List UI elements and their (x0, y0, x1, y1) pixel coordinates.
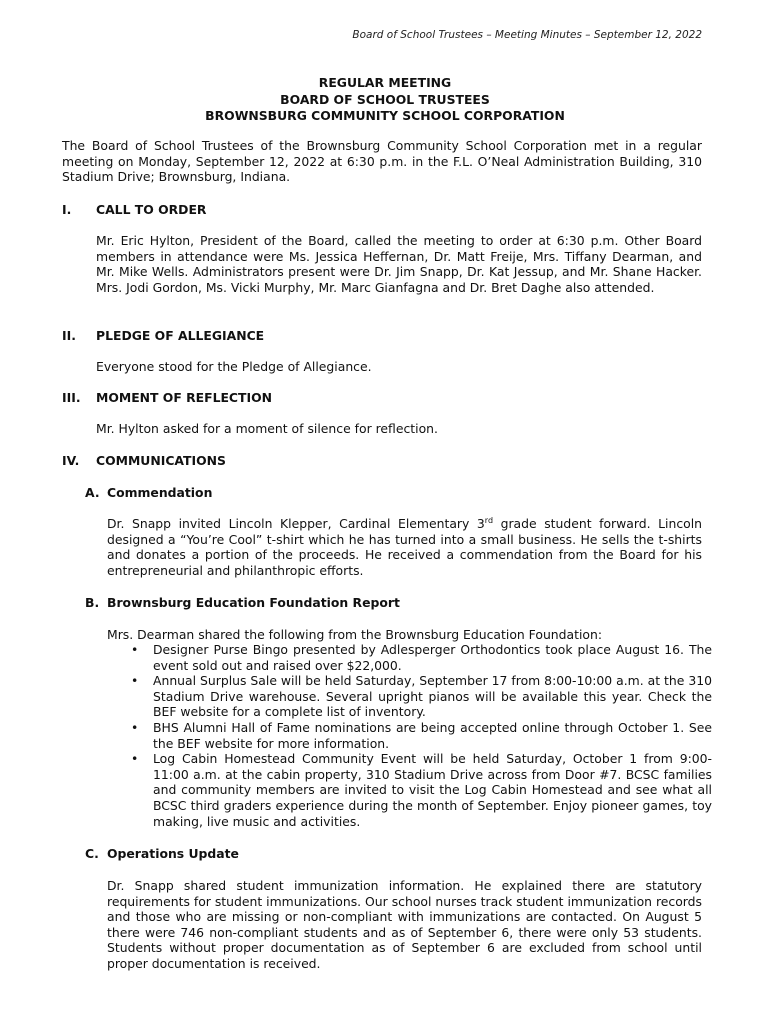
call-to-order-paragraph: Mr. Eric Hylton, President of the Board, called the meeting to order at 6:30 p.m. Other Board members in attendance were Ms. Jessica Heffernan, Dr. Matt Freije, Mrs. Tiffany Dearman, and Mr. Mike Wells. Administrators present were Dr. Jim Snapp, Dr. Kat Jessup, and Mr. Shane Hacker. Mrs. Jodi Gordon, Ms. Vicki Murphy, Mr. Marc Gianfagna and Dr. Bret Daghe also attended. (96, 233, 702, 295)
section-title: PLEDGE OF ALLEGIANCE (96, 328, 265, 343)
subsection-heading-commendation (85, 485, 212, 500)
subsection-letter: A. (85, 485, 100, 500)
commendation-text-start: Dr. Snapp invited Lincoln Klepper, Cardinal Elementary 3 (107, 516, 485, 531)
subsection-letter: C. (85, 846, 99, 861)
subsection-letter: B. (85, 595, 100, 610)
title-line-1: REGULAR MEETING (318, 75, 452, 90)
bullet-icon: • (131, 642, 139, 657)
subsection-title: Brownsburg Education Foundation Report (107, 595, 400, 610)
subsection-heading-bef-report (85, 595, 400, 610)
running-header: Board of School Trustees – Meeting Minutes – September 12, 2022 (352, 29, 702, 41)
subsection-title: Operations Update (107, 846, 239, 861)
reflection-paragraph: Mr. Hylton asked for a moment of silence for reflection. (96, 421, 438, 436)
section-number: I. (62, 202, 72, 217)
bef-intro-paragraph: Mrs. Dearman shared the following from the Brownsburg Education Foundation: (107, 627, 603, 642)
section-heading-call-to-order (62, 202, 206, 217)
bullet-icon: • (131, 673, 139, 689)
commendation-text-end: grade student forward. Lincoln designed a “You’re Cool” t-shirt which he has turned into a small business. He sells the t-shirts and donates a portion of the proceeds. He received a commendation from the Board for his entrepreneurial and philanthropic efforts. (107, 516, 703, 578)
ordinal-suffix: rd (484, 515, 494, 525)
pledge-paragraph: Everyone stood for the Pledge of Allegiance. (96, 359, 372, 374)
list-item (107, 751, 712, 829)
document-title (0, 75, 770, 125)
list-item (107, 642, 712, 673)
title-line-3: BROWNSBURG COMMUNITY SCHOOL CORPORATION (205, 108, 565, 123)
section-title: MOMENT OF REFLECTION (96, 390, 272, 405)
list-item (107, 720, 712, 751)
bullet-icon: • (131, 719, 139, 735)
list-item-text: BHS Alumni Hall of Fame nominations are being accepted online through October 1. See the BEF website for more information. (153, 719, 712, 751)
list-item (107, 673, 712, 720)
section-heading-pledge (62, 328, 264, 343)
intro-paragraph: The Board of School Trustees of the Brownsburg Community School Corporation met in a regular meeting on Monday, September 12, 2022 at 6:30 p.m. in the F.L. O’Neal Administration Building, 310 Stadium Drive; Brownsburg, Indiana. (62, 138, 702, 185)
operations-paragraph: Dr. Snapp shared student immunization information. He explained there are statutory requirements for student immunizations. Our school nurses track student immunization records and those who are missing or non-compliant with immunizations are contacted. On August 5 there were 746 non-compliant students and as of September 6, there were only 53 students. Students without proper documentation as of September 6 are excluded from school until proper documentation is received. (107, 878, 702, 971)
commendation-paragraph (107, 516, 702, 578)
section-heading-reflection (62, 390, 272, 405)
list-item-text: Log Cabin Homestead Community Event will be held Saturday, October 1 from 9:00-11:00 a.m. at the cabin property, 310 Stadium Drive across from Door #7. BCSC families and community members are invited to visit the Log Cabin Homestead and see what all BCSC third graders experience during the month of September. Enjoy pioneer games, toy making, live music and activities. (153, 751, 712, 829)
section-number: IV. (62, 453, 80, 468)
subsection-heading-operations (85, 846, 239, 861)
section-title: COMMUNICATIONS (96, 453, 226, 468)
section-number: III. (62, 390, 81, 405)
title-line-2: BOARD OF SCHOOL TRUSTEES (280, 91, 490, 107)
section-title: CALL TO ORDER (96, 202, 207, 217)
bef-bullet-list (107, 642, 712, 829)
list-item-text: Annual Surplus Sale will be held Saturday, September 17 from 8:00-10:00 a.m. at the 310 Stadium Drive warehouse. Several upright pianos will be available this year. Check the BEF website for a complete list of inventory. (153, 673, 712, 720)
list-item-text: Designer Purse Bingo presented by Adlesperger Orthodontics took place August 16. The event sold out and raised over $22,000. (153, 642, 712, 673)
section-number: II. (62, 328, 76, 343)
section-heading-communications (62, 453, 226, 468)
bullet-icon: • (131, 751, 139, 767)
subsection-title: Commendation (107, 485, 213, 500)
